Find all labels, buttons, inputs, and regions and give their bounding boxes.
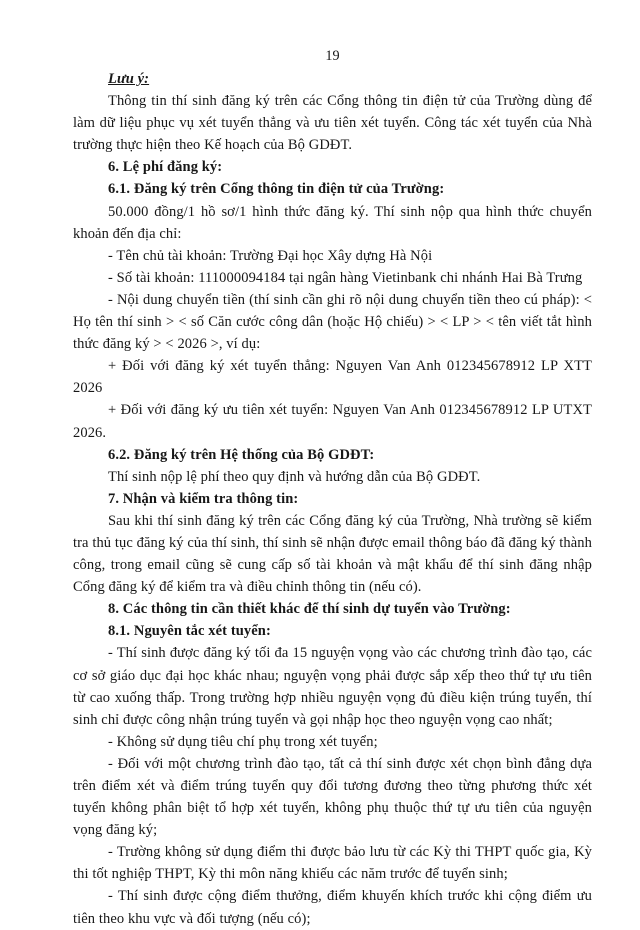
- section-heading: 6. Lệ phí đăng ký:: [108, 159, 223, 176]
- paragraph: - Đối với một chương trình đào tạo, tất cả thí sinh được xét chọn bình đẳng dựa trên điểm xét và điểm trúng tuyển quy đổi tương đương theo từng phương thức xét tuyển không phân biệt tổ hợp xét tuyển, không phụ thuộc thứ tự ưu tiên của nguyện vọng đăng ký;: [73, 755, 592, 839]
- paragraph: + Đối với đăng ký xét tuyển thẳng: Nguyen Van Anh 012345678912 LP XTT 2026: [73, 358, 592, 397]
- paragraph: - Thí sinh được cộng điểm thưởng, điểm khuyến khích trước khi cộng điểm ưu tiên theo khu vực và đối tượng (nếu có);: [73, 888, 592, 927]
- paragraph: + Đối với đăng ký ưu tiên xét tuyển: Nguyen Van Anh 012345678912 LP UTXT 2026.: [73, 402, 592, 441]
- paragraph: Sau khi thí sinh đăng ký trên các Cổng đăng ký của Trường, Nhà trường sẽ kiểm tra thủ tục đăng ký của thí sinh, thí sinh sẽ nhận được email thông báo đã đăng ký thành công, trong email cũng sẽ cung cấp số tài khoản và mật khẩu để thí sinh đăng nhập Cổng đăng ký để kiểm tra và điều chỉnh thông tin (nếu có).: [73, 512, 592, 596]
- paragraph: - Trường không sử dụng điểm thi được bảo lưu từ các Kỳ thi THPT quốc gia, Kỳ thi tốt nghiệp THPT, Kỳ thi môn năng khiếu các năm trước để tuyển sinh;: [73, 844, 592, 883]
- paragraph: - Nội dung chuyển tiền (thí sinh cần ghi rõ nội dung chuyển tiền theo cú pháp): < Họ tên thí sinh > < số Căn cước công dân (hoặc Hộ chiếu) > < LP > < tên viết tắt hình thức đăng ký > < 2026 >, ví dụ:: [73, 291, 592, 353]
- paragraph: - Tên chủ tài khoản: Trường Đại học Xây dựng Hà Nội: [108, 247, 433, 264]
- document-body: [73, 68, 592, 930]
- paragraph: 50.000 đồng/1 hồ sơ/1 hình thức đăng ký. Thí sinh nộp qua hình thức chuyển khoản đến địa chỉ:: [73, 203, 592, 242]
- paragraph: - Không sử dụng tiêu chí phụ trong xét tuyển;: [108, 733, 378, 750]
- page-number: 19: [325, 48, 340, 64]
- note-heading: Lưu ý:: [108, 71, 150, 87]
- section-heading: 7. Nhận và kiểm tra thông tin:: [108, 490, 299, 507]
- section-heading: 6.2. Đăng ký trên Hệ thống của Bộ GDĐT:: [108, 446, 375, 463]
- paragraph: Thông tin thí sinh đăng ký trên các Cổng thông tin điện tử của Trường dùng để làm dữ liệu phục vụ xét tuyển thẳng và ưu tiên xét tuyển. Công tác xét tuyển của Nhà trường thực hiện theo Kế hoạch của Bộ GDĐT.: [73, 93, 592, 154]
- section-heading: 8.1. Nguyên tắc xét tuyển:: [108, 623, 271, 640]
- section-heading: 6.1. Đăng ký trên Cổng thông tin điện tử của Trường:: [108, 181, 445, 198]
- paragraph: - Số tài khoản: 111000094184 tại ngân hàng Vietinbank chi nhánh Hai Bà Trưng: [108, 269, 583, 286]
- paragraph: - Thí sinh được đăng ký tối đa 15 nguyện vọng vào các chương trình đào tạo, các cơ sở giáo dục đại học khác nhau; nguyện vọng phải được sắp xếp theo thứ tự ưu tiên từ cao xuống thấp. Trong trường hợp nhiều nguyện vọng đủ điều kiện trúng tuyển, thí sinh chỉ được công nhận trúng tuyển và gọi nhập học theo nguyện vọng cao nhất;: [73, 645, 592, 728]
- section-heading: 8. Các thông tin cần thiết khác để thí sinh dự tuyển vào Trường:: [108, 601, 511, 618]
- paragraph: Thí sinh nộp lệ phí theo quy định và hướng dẫn của Bộ GDĐT.: [108, 468, 481, 485]
